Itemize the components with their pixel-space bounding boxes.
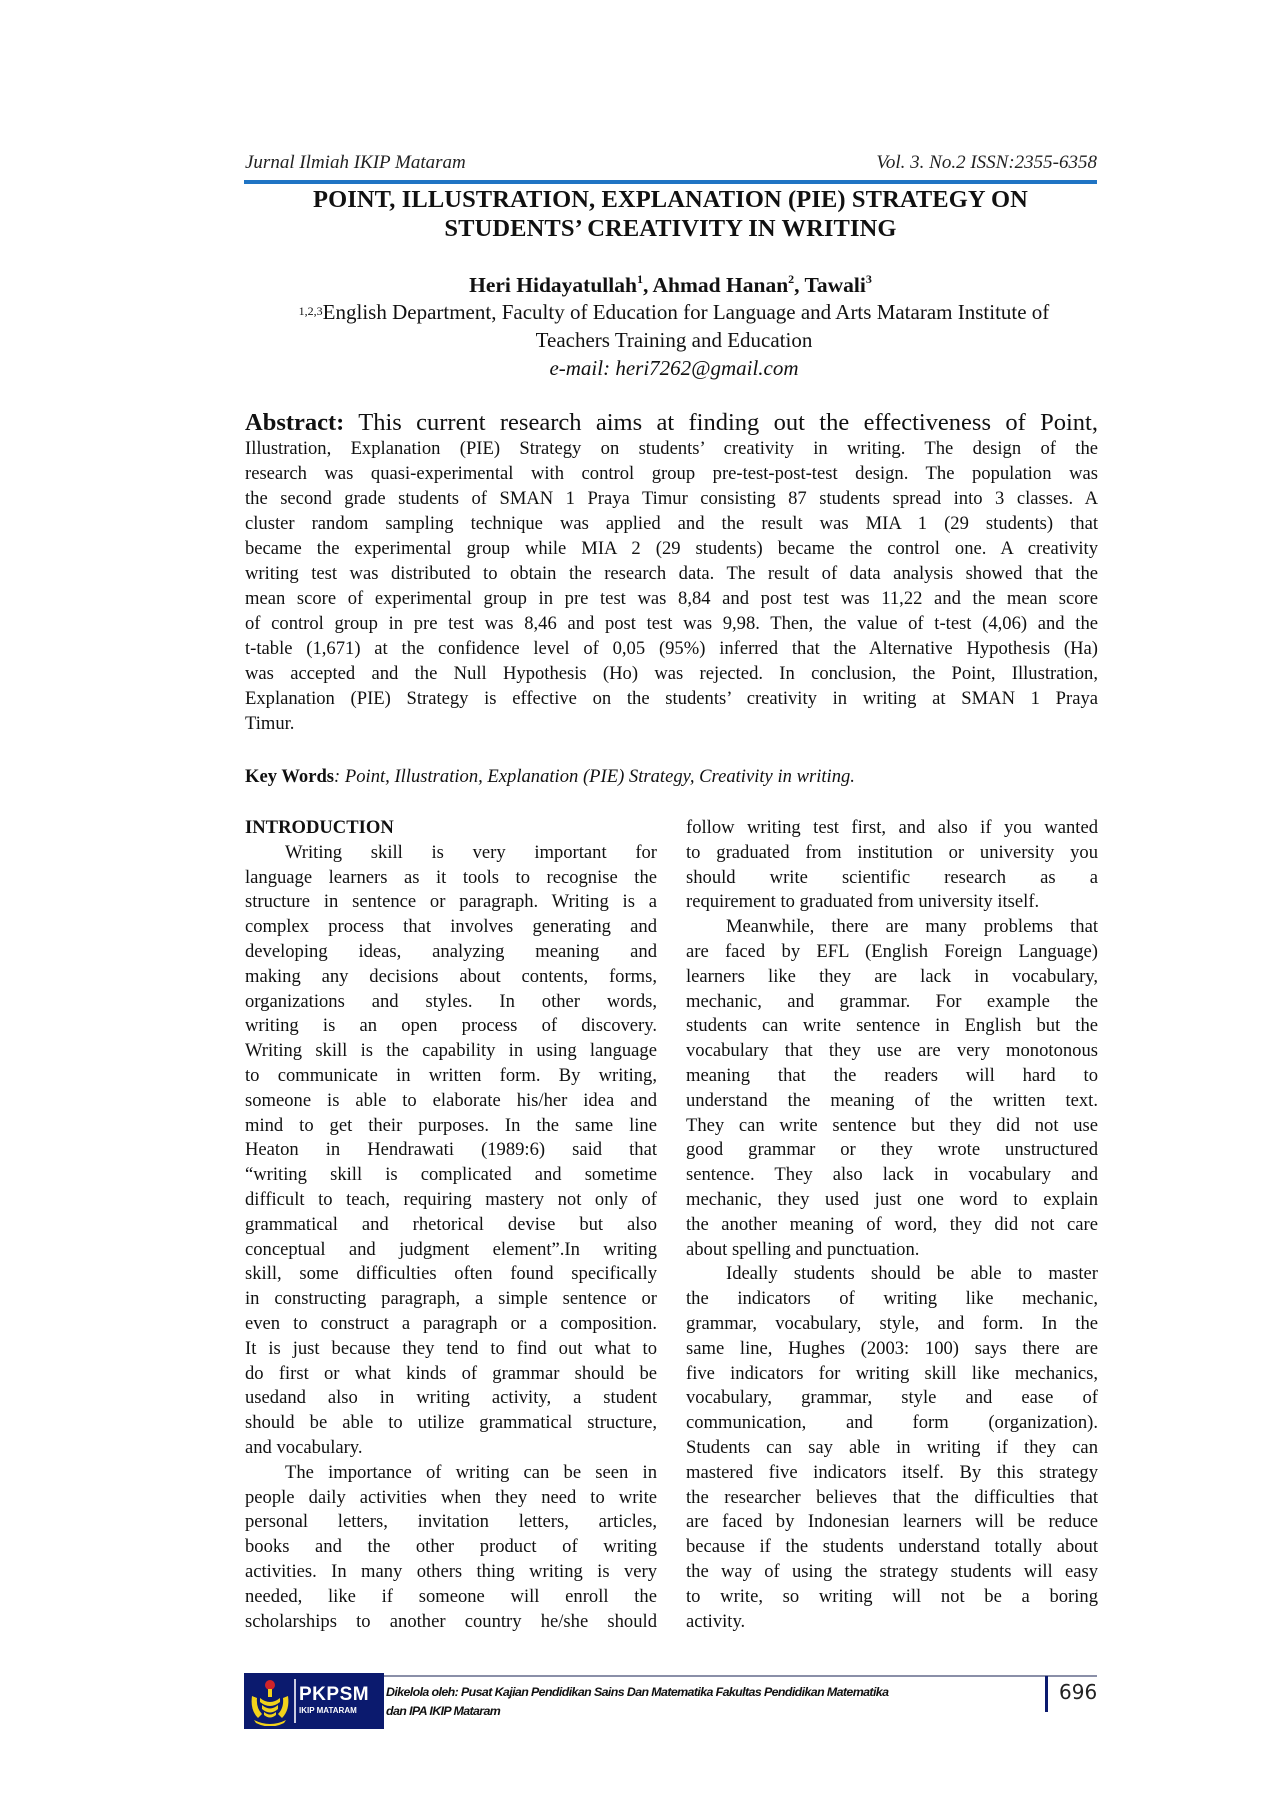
- text-line: Writing skill is very important for: [285, 841, 657, 863]
- text-line: The importance of writing can be seen in: [285, 1461, 657, 1483]
- paper-title-line-2: STUDENTS’ CREATIVITY IN WRITING: [444, 215, 897, 242]
- text-line: the second grade students of SMAN 1 Praya Timur consisting 87 students spread into 3 classes. A: [245, 488, 1098, 509]
- text-line: communication, and form (organization).: [686, 1412, 1098, 1434]
- author-name: Tawali: [804, 273, 866, 297]
- affiliation-text: English Department, Faculty of Education for Language and Arts Mataram Institute of: [322, 300, 1050, 324]
- text-line: to write, so writing will not be a boring: [686, 1585, 1098, 1607]
- text-line: usedand also in writing activity, a student: [245, 1387, 657, 1409]
- text-line: the indicators of writing like mechanic,: [686, 1288, 1098, 1310]
- text-line: to communicate in written form. By writing,: [245, 1064, 657, 1086]
- text-line: activity.: [686, 1610, 746, 1632]
- author-affiliation-mark: 2: [788, 272, 795, 286]
- text-line: the way of using the strategy students will easy: [686, 1560, 1098, 1582]
- text-line: Illustration, Explanation (PIE) Strategy on students’ creativity in writing. The design of the: [245, 438, 1098, 459]
- text-line: grammatical and rhetorical devise but also: [245, 1213, 657, 1235]
- text-line: personal letters, invitation letters, articles,: [245, 1511, 657, 1533]
- text-line: vocabulary that they use are very monotonous: [686, 1040, 1098, 1062]
- footer-managed-by-line-2: dan IPA IKIP Mataram: [386, 1704, 501, 1718]
- text-line: Explanation (PIE) Strategy is effective on the students’ creativity in writing at SMAN 1 Praya: [245, 688, 1098, 709]
- keywords-value: : Point, Illustration, Explanation (PIE) Strategy, Creativity in writing.: [334, 766, 855, 787]
- text-line: t-table (1,671) at the confidence level of 0,05 (95%) inferred that the Alternative Hypothesis (Ha): [245, 638, 1098, 659]
- author-affiliation-mark: 1: [636, 272, 643, 286]
- text-line: activities. In many others thing writing is very: [245, 1560, 657, 1582]
- text-line: making any decisions about contents, forms,: [245, 965, 657, 987]
- logo-separator: [294, 1679, 296, 1723]
- text-line: understand the meaning of the written text.: [686, 1089, 1098, 1111]
- text-line: requirement to graduated from university itself.: [686, 891, 1040, 913]
- text-line: mastered five indicators itself. By this strategy: [686, 1461, 1098, 1483]
- ikip-emblem-icon: [248, 1676, 292, 1726]
- text-line: are faced by EFL (English Foreign Language): [686, 940, 1098, 962]
- text-line: developing ideas, analyzing meaning and: [245, 940, 657, 962]
- section-heading-introduction: INTRODUCTION: [245, 817, 394, 838]
- author-affiliation-mark: 3: [865, 272, 872, 286]
- text-line: became the experimental group while MIA 2 (29 students) became the control one. A creativity: [245, 538, 1098, 559]
- affiliation-line-2: Teachers Training and Education: [535, 328, 813, 352]
- running-header-journal: Jurnal Ilmiah IKIP Mataram: [245, 152, 466, 173]
- text-line: Ideally students should be able to master: [726, 1263, 1098, 1285]
- logo-subtitle: IKIP MATARAM: [299, 1706, 357, 1715]
- text-line: conceptual and judgment element”.In writing: [245, 1238, 657, 1260]
- text-line: writing test was distributed to obtain the research data. The result of data analysis showed that the: [245, 563, 1098, 584]
- right-column: [686, 816, 1098, 1634]
- text-line: structure in sentence or paragraph. Writing is a: [245, 891, 657, 913]
- text-line: do first or what kinds of grammar should be: [245, 1362, 657, 1384]
- author-name: Heri Hidayatullah: [469, 273, 637, 297]
- text-line: about spelling and punctuation.: [686, 1238, 920, 1260]
- text-line: someone is able to elaborate his/her idea and: [245, 1089, 657, 1111]
- keywords-label: Key Words: [245, 766, 335, 787]
- page-number: 696: [1059, 1680, 1098, 1704]
- text-line: the another meaning of word, they did not care: [686, 1213, 1098, 1235]
- abstract-first-line: [245, 410, 1098, 436]
- text-line: even to construct a paragraph or a composition.: [245, 1312, 657, 1334]
- author-email: e-mail: heri7262@gmail.com: [549, 356, 799, 380]
- text-line: mechanic, they used just one word to explain: [686, 1188, 1098, 1210]
- author-name: Ahmad Hanan: [652, 273, 789, 297]
- footer-managed-by: [386, 1681, 1046, 1722]
- affiliation-block: [244, 298, 1104, 382]
- text-line: was accepted and the Null Hypothesis (Ho) was rejected. In conclusion, the Point, Illustration,: [245, 663, 1098, 684]
- text-line: scholarships to another country he/she should: [245, 1610, 657, 1632]
- running-header-volume-issn: Vol. 3. No.2 ISSN:2355-6358: [876, 152, 1097, 173]
- author-list: [244, 273, 1097, 298]
- text-line: It is just because they tend to find out what to: [245, 1337, 657, 1359]
- text-line: five indicators for writing skill like mechanics,: [686, 1362, 1098, 1384]
- text-line: organizations and styles. In other words,: [245, 990, 657, 1012]
- footer-managed-by-line-1: Dikelola oleh: Pusat Kajian Pendidikan Sains Dan Matematika Fakultas Pendidikan Matematika: [386, 1685, 889, 1699]
- text-line: students can write sentence in English but the: [686, 1015, 1098, 1037]
- author-separator: ,: [794, 273, 805, 297]
- text-line: sentence. They also lack in vocabulary and: [686, 1164, 1098, 1186]
- text-line: Heaton in Hendrawati (1989:6) said that: [245, 1139, 657, 1161]
- abstract-text: This current research aims at finding out the effectiveness of Point,: [344, 410, 1098, 436]
- text-line: same line, Hughes (2003: 100) says there are: [686, 1337, 1098, 1359]
- text-line: and vocabulary.: [245, 1436, 363, 1458]
- text-line: Writing skill is the capability in using language: [245, 1040, 657, 1062]
- text-line: are faced by Indonesian learners will be reduce: [686, 1511, 1098, 1533]
- text-line: meaning that the readers will hard to: [686, 1064, 1098, 1086]
- footer-page-divider: [1045, 1676, 1048, 1712]
- text-line: mean score of experimental group in pre test was 8,84 and post test was 11,22 and the mean score: [245, 588, 1098, 609]
- affiliation-line-1: [244, 298, 1104, 326]
- text-line: to graduated from institution or university you: [686, 841, 1098, 863]
- text-line: writing is an open process of discovery.: [245, 1015, 657, 1037]
- text-line: needed, like if someone will enroll the: [245, 1585, 657, 1607]
- text-line: vocabulary, grammar, style and ease of: [686, 1387, 1098, 1409]
- text-line: good grammar or they wrote unstructured: [686, 1139, 1098, 1161]
- paper-title-line-1: POINT, ILLUSTRATION, EXPLANATION (PIE) STRATEGY ON: [313, 186, 1028, 213]
- text-line: Timur.: [245, 713, 295, 734]
- text-line: They can write sentence but they did not use: [686, 1114, 1098, 1136]
- left-column-body: [245, 841, 657, 1635]
- abstract: [245, 410, 1098, 736]
- text-line: people daily activities when they need to write: [245, 1486, 657, 1508]
- footer-top-rule: [384, 1675, 1097, 1677]
- text-line: should write scientific research as a: [686, 866, 1098, 888]
- text-line: the researcher believes that the difficulties that: [686, 1486, 1098, 1508]
- text-line: research was quasi-experimental with control group pre-test-post-test design. The population was: [245, 463, 1098, 484]
- text-line: language learners as it tools to recognise the: [245, 866, 657, 888]
- logo-title: PKPSM: [299, 1684, 370, 1705]
- text-line: learners like they are lack in vocabulary,: [686, 965, 1098, 987]
- text-line: should be able to utilize grammatical structure,: [245, 1412, 657, 1434]
- text-line: cluster random sampling technique was applied and the result was MIA 1 (29 students) that: [245, 513, 1098, 534]
- abstract-body: [245, 436, 1098, 736]
- text-line: of control group in pre test was 8,46 and post test was 9,98. Then, the value of t-test (4,06) and the: [245, 613, 1098, 634]
- affiliation-mark: 1,2,3: [298, 304, 323, 318]
- pkpsm-logo: [244, 1673, 384, 1729]
- text-line: because if the students understand totally about: [686, 1536, 1098, 1558]
- text-line: in constructing paragraph, a simple sentence or: [245, 1288, 657, 1310]
- abstract-label: Abstract:: [245, 410, 345, 436]
- text-line: “writing skill is complicated and sometime: [245, 1164, 657, 1186]
- left-column: [245, 816, 657, 1634]
- paper-title: [244, 185, 1097, 243]
- logo-wordmark: [299, 1685, 369, 1717]
- text-line: difficult to teach, requiring mastery not only of: [245, 1188, 657, 1210]
- text-line: mind to get their purposes. In the same line: [245, 1114, 657, 1136]
- text-line: grammar, vocabulary, style, and form. In the: [686, 1312, 1098, 1334]
- text-line: mechanic, and grammar. For example the: [686, 990, 1098, 1012]
- text-line: complex process that involves generating and: [245, 916, 657, 938]
- text-line: follow writing test first, and also if you wanted: [686, 817, 1098, 838]
- author-separator: ,: [642, 273, 653, 297]
- text-line: Students can say able in writing if they can: [686, 1436, 1098, 1458]
- right-column-body: [686, 816, 1098, 1634]
- text-line: books and the other product of writing: [245, 1536, 657, 1558]
- header-divider: [244, 180, 1097, 184]
- text-line: Meanwhile, there are many problems that: [726, 916, 1098, 938]
- text-line: skill, some difficulties often found specifically: [245, 1263, 657, 1285]
- keywords: [245, 766, 855, 788]
